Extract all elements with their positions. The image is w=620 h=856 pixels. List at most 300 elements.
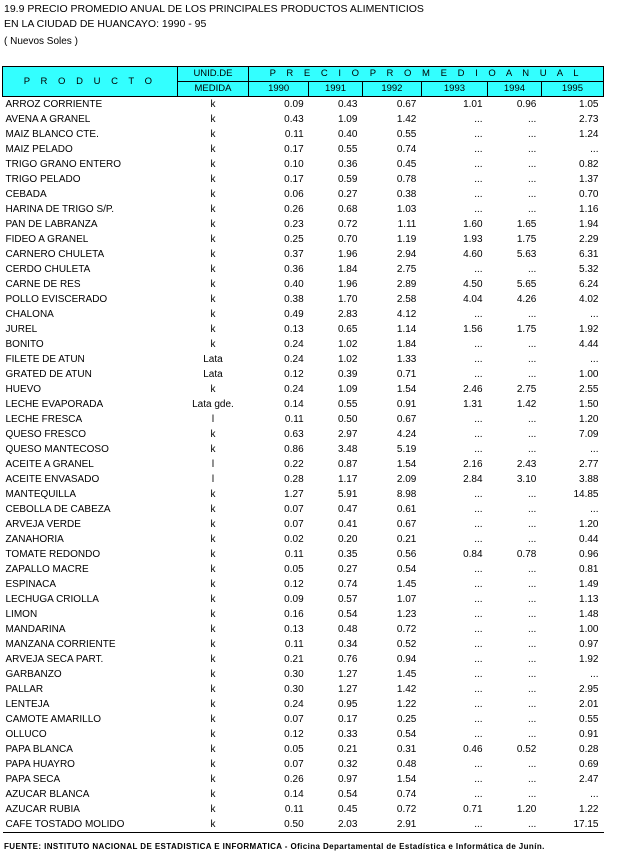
price-1992: 0.61 [396,504,417,515]
price-1992: 1.07 [396,594,417,605]
table-body [3,97,604,833]
price-1991: 0.27 [337,189,358,200]
price-1994: ... [528,684,537,695]
header-row-1 [3,67,604,82]
table-row [3,412,604,427]
unit-of-measure: k [210,519,216,530]
unit-of-measure: l [211,459,215,470]
unit-of-measure: k [210,174,216,185]
table-row [3,562,604,577]
product-name: AZUCAR RUBIA [5,804,80,815]
price-1994: 2.43 [516,459,537,470]
price-1992: 0.67 [396,414,417,425]
price-1993: ... [421,817,487,833]
table-row [3,217,604,232]
price-1995: 1.37 [579,174,599,185]
price-1995: 1.20 [579,414,599,425]
price-1994: 1.75 [516,324,537,335]
price-1993: ... [474,669,483,680]
price-1995: 6.31 [579,249,599,260]
price-1993: ... [474,639,483,650]
unit-of-measure: k [210,714,216,725]
price-1994: ... [528,699,537,710]
product-name: MAIZ BLANCO CTE. [5,129,99,140]
table-row [3,502,604,517]
price-1992: 0.71 [396,369,417,380]
price-1991: 0.97 [337,774,358,785]
price-1994: ... [528,309,537,320]
unit-of-measure: k [210,444,216,455]
unit-of-measure: k [210,99,216,110]
unit-of-measure: k [210,759,216,770]
price-1994: 1.42 [516,399,537,410]
price-1992: 0.67 [396,519,417,530]
price-1992: 2.89 [396,279,417,290]
product-name: ZANAHORIA [5,534,64,545]
table-title-line-2: EN LA CIUDAD DE HUANCAYO: 1990 - 95 [4,18,207,30]
price-1995: 1.48 [579,609,599,620]
price-1990: 0.14 [284,789,304,800]
product-name: CAMOTE AMARILLO [5,714,102,725]
price-1990: 0.28 [284,474,304,485]
price-1991: 0.39 [337,369,358,380]
price-1994: ... [528,714,537,725]
table-row [3,187,604,202]
price-1995: 2.73 [579,114,599,125]
price-1994: ... [528,504,537,515]
unit-of-measure: k [210,729,216,740]
price-1993: ... [474,174,483,185]
price-1992: 0.91 [396,399,417,410]
price-1995: 0.82 [579,159,599,170]
price-1991: 0.68 [337,204,358,215]
price-1995: 6.24 [579,279,599,290]
price-1991: 0.43 [337,99,358,110]
price-1995: 1.50 [579,399,599,410]
header-year: 1991 [309,82,363,97]
price-1992: 0.94 [396,654,417,665]
price-1992: 0.25 [396,714,417,725]
header-unidad-1: UNID.DE [177,67,248,82]
unit-of-measure: k [210,684,216,695]
source-footer: FUENTE: INSTITUTO NACIONAL DE ESTADISTICA E INFORMATICA - Oficina Departamental de Estadística e Informática de Junín. [4,842,545,851]
price-1991: 1.84 [337,264,358,275]
table-row [3,547,604,562]
price-1995: 4.02 [579,294,599,305]
price-1994: ... [528,774,537,785]
price-1992: 0.67 [396,99,417,110]
price-1991: 0.55 [337,399,358,410]
price-1994: 1.65 [516,219,537,230]
price-1994: ... [528,429,537,440]
unit-of-measure: k [210,384,216,395]
table-row [3,517,604,532]
price-1995: 0.96 [579,549,599,560]
product-name: PAPA SECA [5,774,61,785]
price-1992: 5.19 [396,444,417,455]
price-1994: 4.26 [516,294,537,305]
product-name: CEBOLLA DE CABEZA [5,504,111,515]
price-1993: 0.71 [463,804,483,815]
price-1992: 1.54 [396,459,417,470]
table-row [3,292,604,307]
price-1992: 0.21 [396,534,417,545]
unit-of-measure: k [210,744,216,755]
price-1991: 1.96 [337,249,358,260]
price-1990: 0.07 [284,714,304,725]
price-1994: 2.75 [516,384,537,395]
price-1995: 1.94 [579,219,599,230]
table-row [3,367,604,382]
table-row [3,637,604,652]
price-1992: 2.94 [396,249,417,260]
unit-of-measure: k [210,594,216,605]
unit-of-measure: k [210,624,216,635]
price-1995: 2.29 [579,234,599,245]
unit-of-measure: k [210,234,216,245]
price-1991: 0.95 [337,699,358,710]
price-1993: ... [474,189,483,200]
price-1992: 1.54 [396,774,417,785]
price-1990: 0.13 [284,324,304,335]
price-1991: 0.50 [337,414,358,425]
price-1990: 0.26 [284,204,304,215]
table-title-line-1: 19.9 PRECIO PROMEDIO ANUAL DE LOS PRINCIPALES PRODUCTOS ALIMENTICIOS [4,3,424,15]
unit-of-measure: k [210,189,216,200]
unit-of-measure: k [210,204,216,215]
price-1993: ... [474,774,483,785]
price-1993: ... [474,714,483,725]
unit-of-measure: k [210,669,216,680]
price-1991: 0.54 [337,789,358,800]
price-1993: 0.84 [463,549,483,560]
price-1993: ... [474,489,483,500]
price-1995: 0.91 [579,729,599,740]
price-1993: ... [474,309,483,320]
table-row [3,112,604,127]
price-1993: ... [474,729,483,740]
product-name: CARNE DE RES [5,279,81,290]
price-1992: 1.19 [396,234,417,245]
product-name: POLLO EVISCERADO [5,294,108,305]
price-1995: 17.15 [541,817,603,833]
product-name: CHALONA [5,309,54,320]
unit-of-measure: k [210,309,216,320]
price-1991: 2.83 [337,309,358,320]
product-name: CEBADA [5,189,47,200]
price-1992: 0.55 [396,129,417,140]
price-1994: ... [528,579,537,590]
unit-of-measure: Lata [203,354,223,365]
price-1994: ... [528,354,537,365]
table-row [3,652,604,667]
table-row [3,757,604,772]
product-name: GARBANZO [5,669,62,680]
table-row [3,247,604,262]
unit-of-measure: k [210,549,216,560]
price-1991: 1.27 [337,684,358,695]
unit-of-measure: k [210,609,216,620]
table-row [3,352,604,367]
unit-of-measure: k [210,534,216,545]
table-row [3,397,604,412]
price-1990: 0.14 [284,399,304,410]
table-row [3,742,604,757]
price-1992: 2.58 [396,294,417,305]
price-1993: ... [474,564,483,575]
price-1991: 0.21 [337,744,358,755]
price-1990: 0.40 [284,279,304,290]
price-1995: ... [590,354,599,365]
price-1991: 0.70 [337,234,358,245]
price-1993: ... [474,129,483,140]
price-1991: 1.02 [337,339,358,350]
product-name: ACEITE ENVASADO [5,474,100,485]
price-1990: 0.63 [284,429,304,440]
price-1995: 1.05 [579,99,599,110]
price-1992: 1.14 [396,324,417,335]
table-row [3,697,604,712]
price-1990: 0.11 [284,129,304,140]
price-1992: 0.74 [396,789,417,800]
price-1992: 0.54 [396,729,417,740]
price-1993: ... [474,264,483,275]
product-name: LECHE FRESCA [5,414,83,425]
price-1995: 1.13 [579,594,599,605]
price-1992: 0.74 [396,144,417,155]
price-1993: ... [474,594,483,605]
price-1992: 0.45 [396,159,417,170]
price-1992: 4.24 [396,429,417,440]
price-1995: 14.85 [573,489,599,500]
price-1993: 2.16 [463,459,483,470]
header-year: 1994 [488,82,542,97]
product-name: QUESO FRESCO [5,429,87,440]
price-1990: 0.86 [284,444,304,455]
price-1993: 1.31 [463,399,483,410]
price-1993: ... [474,144,483,155]
table-row [3,262,604,277]
price-1991: 1.17 [337,474,358,485]
unit-of-measure: k [210,114,216,125]
price-1993: ... [474,504,483,515]
price-1995: ... [590,444,599,455]
price-1992: 1.42 [396,684,417,695]
product-name: TOMATE REDONDO [5,549,101,560]
price-1995: 5.32 [579,264,599,275]
price-1990: 0.05 [284,744,304,755]
price-1991: 0.17 [337,714,358,725]
price-1993: 0.46 [463,744,483,755]
price-1992: 4.12 [396,309,417,320]
unit-of-measure: k [210,699,216,710]
price-1991: 0.32 [337,759,358,770]
price-1991: 0.54 [337,609,358,620]
price-1992: 1.33 [396,354,417,365]
price-1994: ... [528,264,537,275]
price-1993: 1.93 [463,234,483,245]
price-1990: 0.12 [284,579,304,590]
price-1990: 0.30 [284,684,304,695]
price-1994: ... [528,639,537,650]
table-row [3,712,604,727]
price-1994: ... [528,594,537,605]
price-1990: 0.30 [284,669,304,680]
price-1990: 0.49 [284,309,304,320]
price-1995: 1.00 [579,369,599,380]
price-1990: 0.37 [284,249,304,260]
price-1994: ... [528,189,537,200]
product-name: LECHUGA CRIOLLA [5,594,99,605]
price-1993: 4.60 [463,249,483,260]
price-1992: 0.56 [396,549,417,560]
price-1990: 0.21 [284,654,304,665]
table-row [3,607,604,622]
header-year: 1992 [362,82,421,97]
price-1990: 0.07 [284,759,304,770]
price-1991: 0.20 [337,534,358,545]
price-1991: 1.09 [337,384,358,395]
price-table [2,66,604,833]
price-1994: 5.63 [516,249,537,260]
price-1994: ... [528,444,537,455]
unit-of-measure: k [210,339,216,350]
price-1992: 1.23 [396,609,417,620]
table-row [3,682,604,697]
unit-of-measure: k [210,324,216,335]
unit-of-measure: k [210,294,216,305]
product-name: LENTEJA [5,699,50,710]
price-1992: 1.11 [397,219,417,230]
price-1992: 0.38 [396,189,417,200]
price-1994: ... [528,759,537,770]
price-1990: 0.26 [284,774,304,785]
table-row [3,667,604,682]
product-name: LECHE EVAPORADA [5,399,104,410]
table-row [3,97,604,113]
unit-of-measure: k [210,279,216,290]
price-1991: 0.72 [337,219,358,230]
price-1994: 0.78 [516,549,537,560]
unit-of-measure: k [210,789,216,800]
price-1990: 0.07 [284,519,304,530]
price-1995: 2.47 [579,774,599,785]
price-1990: 0.43 [284,114,304,125]
price-1995: 1.92 [579,324,599,335]
product-name: OLLUCO [5,729,47,740]
price-1991: 1.09 [337,114,358,125]
table-row [3,802,604,817]
price-1995: 0.70 [579,189,599,200]
price-1990: 0.24 [284,699,304,710]
price-1990: 0.05 [284,564,304,575]
price-1994: ... [528,519,537,530]
price-1993: 2.46 [463,384,483,395]
price-1990: 0.09 [284,594,304,605]
price-1995: 2.55 [579,384,599,395]
price-1991: 0.57 [337,594,358,605]
price-1994: ... [528,129,537,140]
header-year: 1995 [541,82,603,97]
product-name: AZUCAR BLANCA [5,789,90,800]
price-1992: 1.03 [396,204,417,215]
price-1994: ... [528,489,537,500]
product-name: TRIGO PELADO [5,174,81,185]
price-1994: ... [528,669,537,680]
price-1990: 0.10 [284,159,304,170]
price-1991: 2.03 [309,817,363,833]
price-1995: 1.22 [579,804,599,815]
product-name: MAIZ PELADO [5,144,73,155]
product-name: ACEITE A GRANEL [5,459,94,470]
price-1993: 1.60 [463,219,483,230]
product-name: FILETE DE ATUN [5,354,85,365]
price-1990: 0.11 [284,804,304,815]
price-1991: 1.02 [337,354,358,365]
price-1993: ... [474,579,483,590]
price-1990: 1.27 [284,489,304,500]
price-1993: 1.56 [463,324,483,335]
table-row [3,382,604,397]
header-year: 1993 [421,82,487,97]
product-name: PALLAR [5,684,44,695]
price-1995: 1.24 [579,129,599,140]
price-1995: 0.44 [579,534,599,545]
price-1991: 0.47 [337,504,358,515]
price-1992: 0.52 [396,639,417,650]
price-1994: ... [488,817,542,833]
price-1992: 8.98 [396,489,417,500]
unit-of-measure: k [210,564,216,575]
price-1994: ... [528,204,537,215]
price-1995: 1.00 [579,624,599,635]
product-name: MANZANA CORRIENTE [5,639,116,650]
price-1990: 0.13 [284,624,304,635]
product-name: JUREL [5,324,38,335]
price-1994: ... [528,624,537,635]
price-1990: 0.36 [284,264,304,275]
price-1990: 0.50 [249,817,309,833]
price-1992: 0.31 [396,744,417,755]
price-1993: 2.84 [463,474,483,485]
price-1994: ... [528,339,537,350]
table-row [3,472,604,487]
header-year: 1990 [249,82,309,97]
price-1995: 7.09 [579,429,599,440]
product-name: CAFE TOSTADO MOLIDO [3,817,178,833]
price-1991: 5.91 [337,489,358,500]
table-row [3,577,604,592]
product-name: MANDARINA [5,624,66,635]
price-1990: 0.24 [284,384,304,395]
table-row [3,787,604,802]
price-1992: 0.72 [396,624,417,635]
product-name: CERDO CHULETA [5,264,91,275]
price-1994: 0.96 [516,99,537,110]
price-1991: 0.34 [337,639,358,650]
product-name: PAPA HUAYRO [5,759,75,770]
price-1994: ... [528,369,537,380]
price-1995: 2.95 [579,684,599,695]
header-unidad-2: MEDIDA [177,82,248,97]
price-1995: ... [590,504,599,515]
product-name: FIDEO A GRANEL [5,234,89,245]
unit-of-measure: k [210,504,216,515]
table-row [3,457,604,472]
product-name: ARVEJA SECA PART. [5,654,104,665]
price-1990: 0.23 [284,219,304,230]
unit-of-measure: Lata [203,369,223,380]
